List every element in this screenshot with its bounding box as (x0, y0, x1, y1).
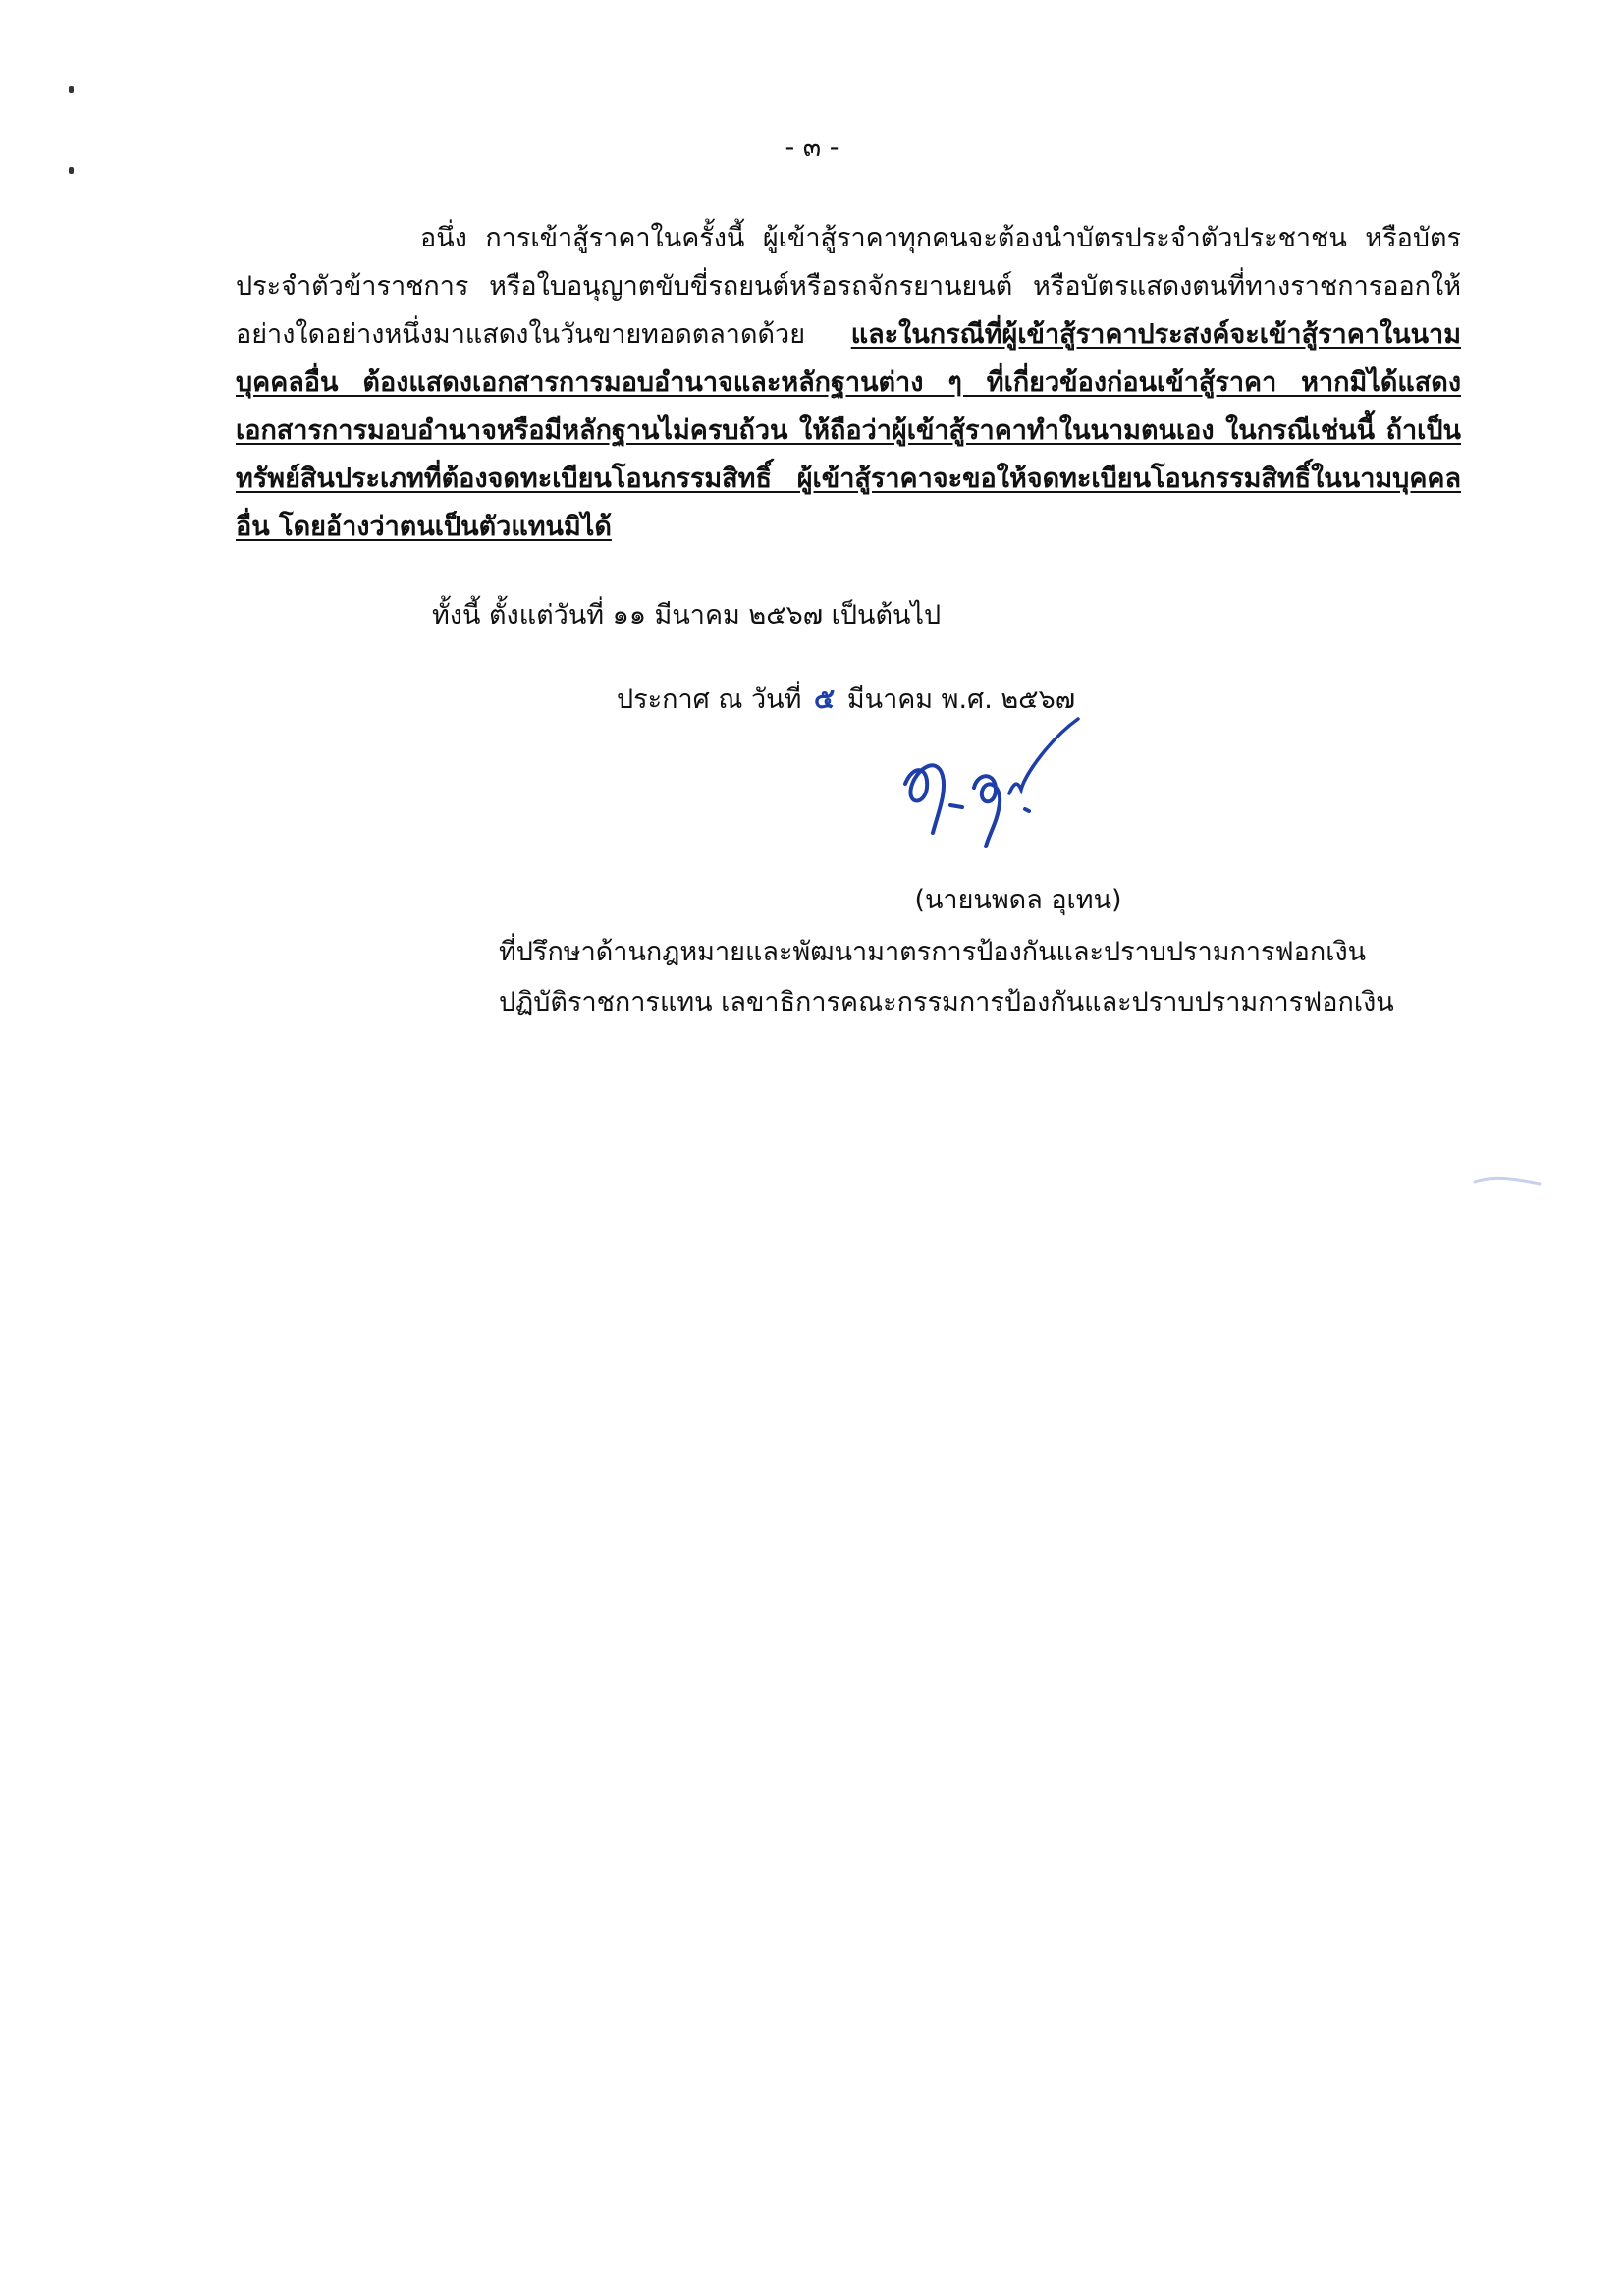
signer-title: ที่ปรึกษาด้านกฎหมายและพัฒนามาตรการป้องกันและปราบปรามการฟอกเงิน (499, 937, 1367, 967)
signature-image (893, 715, 1100, 852)
scan-dot-mark (69, 86, 74, 93)
announcement-prefix: ประกาศ ณ วันที่ (617, 684, 802, 715)
paragraph-normal-text: อนึ่ง การเข้าสู้ราคาในครั้งนี้ ผู้เข้าสู้ราคาทุกคนจะต้องนำบัตรประจำตัวประชาชน หรือบัตรประจำตัวข้าราชการ หรือใบอนุญาตขับขี่รถยนต์หรือรถจักรยานยนต์ หรือบัตรแสดงตนที่ทางราชการออกให้อย่างใดอย่างหนึ่งมาแสดงในวันขายทอดตลาดด้วย (236, 223, 1461, 350)
signer-acting-title: ปฏิบัติราชการแทน เลขาธิการคณะกรรมการป้องกันและปราบปรามการฟอกเงิน (499, 987, 1394, 1017)
body-paragraph (236, 214, 1461, 551)
paragraph-bold-underlined-text: และในกรณีที่ผู้เข้าสู้ราคาประสงค์จะเข้าสู้ราคาในนามบุคคลอื่น ต้องแสดงเอกสารการมอบอำนาจและหลักฐานต่าง ๆ ที่เกี่ยวข้องก่อนเข้าสู้ราคา หากมิได้แสดงเอกสารการมอบอำนาจหรือมีหลักฐานไม่ครบถ้วน ให้ถือว่าผู้เข้าสู้ราคาทำในนามตนเอง ในกรณีเช่นนี้ ถ้าเป็นทรัพย์สินประเภทที่ต้องจดทะเบียนโอนกรรมสิทธิ์ ผู้เข้าสู้ราคาจะขอให้จดทะเบียนโอนกรรมสิทธิ์ในนามบุคคลอื่น โดยอ้างว่าตนเป็นตัวแทนมิได้ (236, 319, 1461, 542)
scan-dot-mark (69, 167, 74, 174)
announcement-day: ๕ (814, 683, 836, 715)
scan-smudge-mark (1473, 1175, 1542, 1188)
signature-stroke (905, 765, 944, 833)
page-number: - ๓ - (785, 133, 839, 163)
signature-stroke (974, 776, 1000, 847)
effective-date: ทั้งนี้ ตั้งแต่วันที่ ๑๑ มีนาคม ๒๕๖๗ เป็นต้นไป (432, 600, 942, 630)
signature-stroke (1009, 719, 1078, 793)
smudge-stroke (1475, 1178, 1540, 1184)
signature-stroke (1025, 809, 1029, 811)
signature-stroke (950, 805, 962, 807)
announcement-suffix: มีนาคม พ.ศ. ๒๕๖๗ (846, 684, 1076, 715)
signer-name: (นายนพดล อุเทน) (914, 885, 1122, 915)
